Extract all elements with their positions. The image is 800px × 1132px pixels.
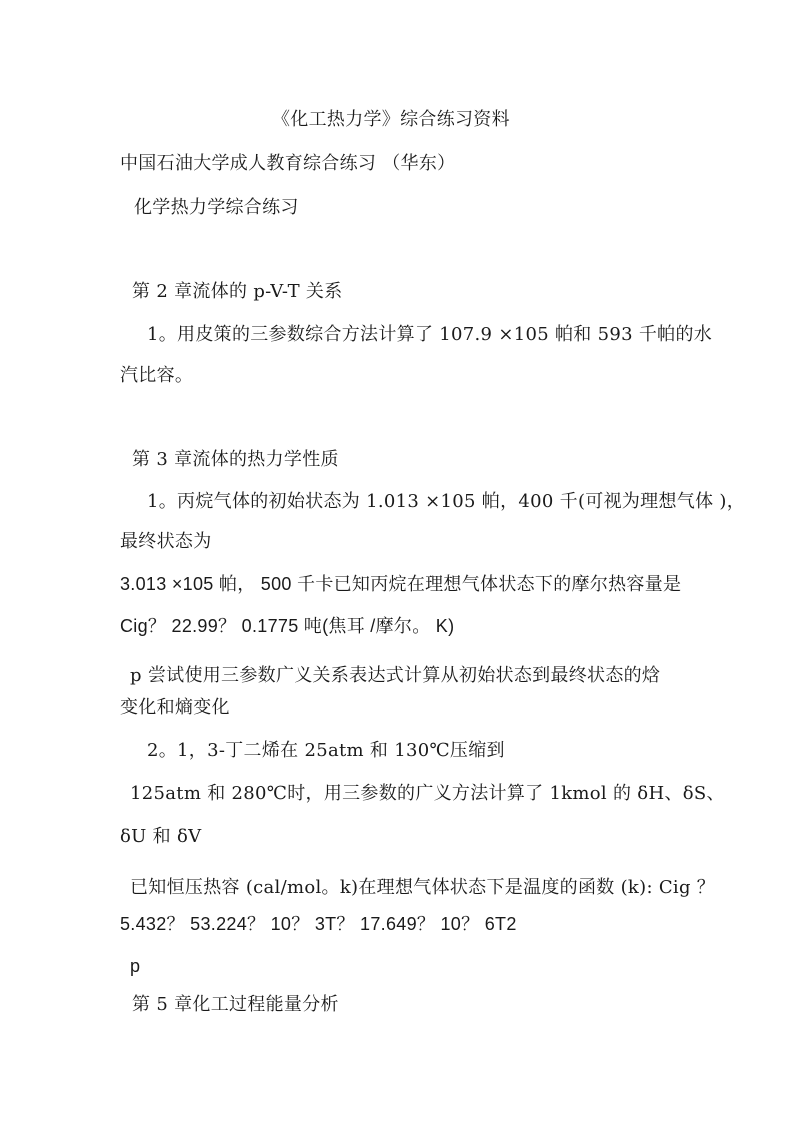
- section-heading: 第 3 章流体的热力学性质: [132, 449, 339, 470]
- document-title: 《化工热力学》综合练习资料: [272, 109, 510, 130]
- text-line: 1。用皮策的三参数综合方法计算了 107.9 ×105 帕和 593 千帕的水: [147, 324, 713, 345]
- text-line: 125atm 和 280℃时，用三参数的广义方法计算了 1kmol 的 δH、δS、: [130, 783, 725, 804]
- text-line: 5.432？ 53.224？ 10？ 3T？ 17.649？ 10？ 6T2: [120, 914, 517, 934]
- section-heading: 第 5 章化工过程能量分析: [132, 994, 339, 1015]
- text-line: 1。丙烷气体的初始状态为 1.013 ×105 帕，400 千(可视为理想气体 )，: [147, 491, 746, 512]
- text-line: 2。1，3-丁二烯在 25atm 和 130℃压缩到: [147, 740, 505, 761]
- section-heading: 第 2 章流体的 p-V-T 关系: [132, 281, 343, 302]
- text-line: 化学热力学综合练习: [134, 197, 299, 218]
- text-line: 3.013 ×105 帕， 500 千卡已知丙烷在理想气体状态下的摩尔热容量是: [120, 574, 682, 594]
- text-line: 最终状态为: [120, 531, 212, 552]
- text-line: 汽比容。: [120, 365, 194, 386]
- text-line: δU 和 δV: [120, 826, 202, 847]
- text-line: 变化和熵变化: [120, 697, 230, 718]
- text-line: 中国石油大学成人教育综合练习 （华东）: [120, 153, 456, 174]
- text-line: p: [130, 956, 141, 976]
- text-line: Cig？ 22.99？ 0.1775 吨(焦耳 /摩尔。 K): [120, 616, 455, 636]
- text-line: p 尝试使用三参数广义关系表达式计算从初始状态到最终状态的焓: [130, 665, 661, 686]
- text-line: 已知恒压热容 (cal/mol。k)在理想气体状态下是温度的函数 (k): Cig ？: [130, 877, 716, 898]
